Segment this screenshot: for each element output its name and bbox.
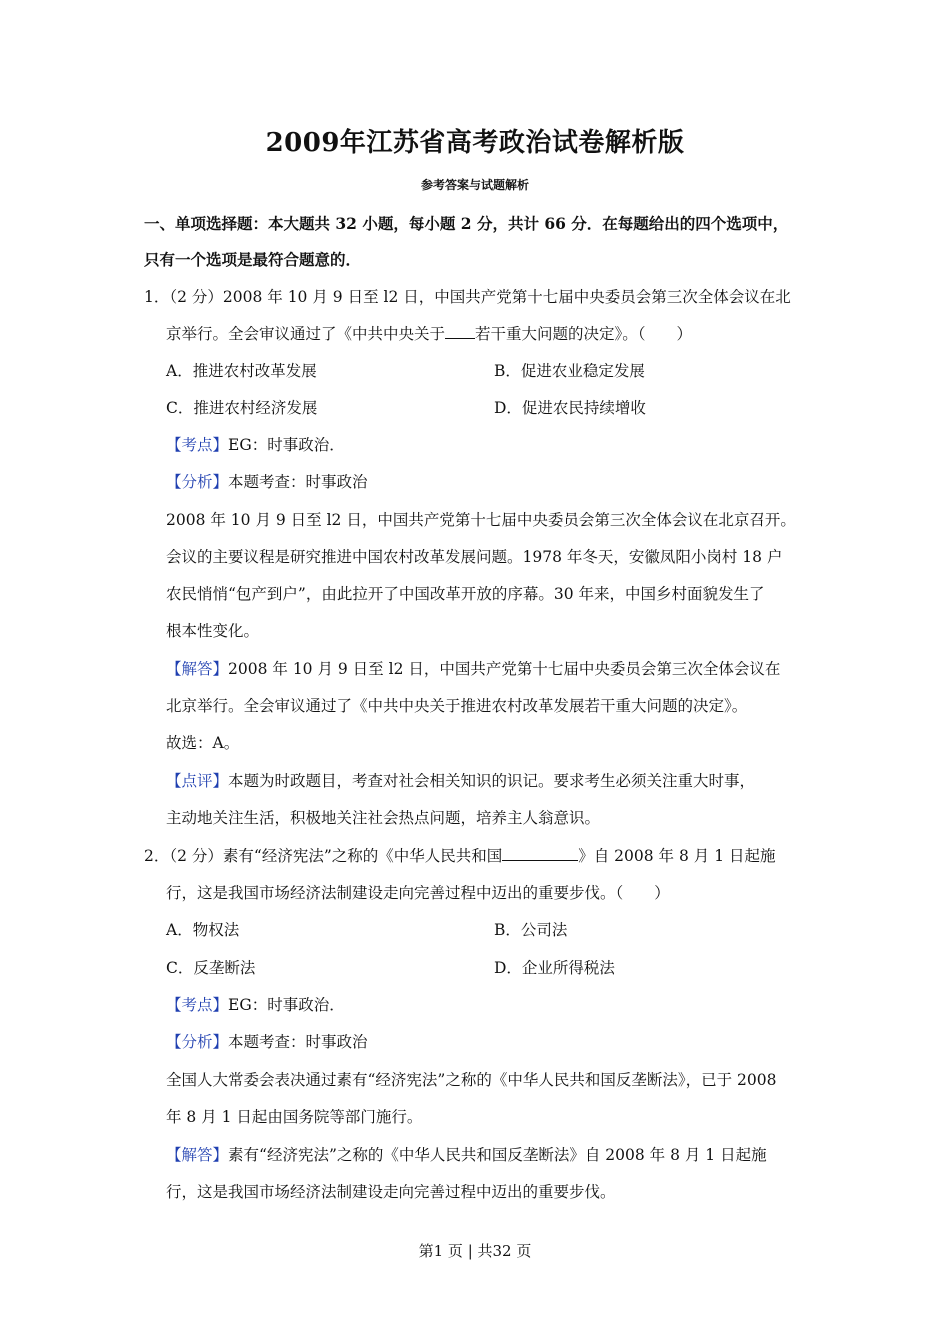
page-footer: 第1 页 | 共32 页	[418, 1242, 532, 1260]
q1-option-d: D．促进农民持续增收	[494, 399, 646, 417]
q1-option-c: C．推进农村经济发展	[166, 399, 318, 417]
q2-jieda-tag: 【解答】	[166, 1146, 229, 1164]
q1-stem-line1: 1．（2 分）2008 年 10 月 9 日至 l2 日，中国共产党第十七届中央委员会第三次全体会议在北	[144, 288, 791, 306]
q1-dianping-text: 本题为时政题目，考查对社会相关知识的识记。要求考生必须关注重大时事，	[228, 772, 756, 790]
q2-stem-line1	[144, 846, 775, 866]
q2-kaodian	[166, 995, 345, 1015]
q2-jieda-line2: 行，这是我国市场经济法制建设走向完善过程中迈出的重要步伐。	[166, 1183, 616, 1201]
q2-jieda	[166, 1145, 767, 1165]
q1-stem-line2-part1: 京举行。全会审议通过了《中共中央关于	[166, 325, 446, 343]
document-subtitle: 参考答案与试题解析	[420, 178, 529, 192]
q2-fenxi	[166, 1032, 368, 1052]
q1-stem-line2-part2: 若干重大问题的决定》。（ ）	[475, 325, 693, 343]
q1-blank	[445, 324, 475, 339]
q2-stem-line1-part2: 》自 2008 年 8 月 1 日起施	[578, 847, 776, 865]
q1-fenxi-paragraph-line3: 农民悄悄“包产到户”，由此拉开了中国改革开放的序幕。30 年来，中国乡村面貌发生了	[166, 585, 765, 603]
q1-jieda	[166, 659, 780, 679]
q1-jieda-line2: 北京举行。全会审议通过了《中共中央关于推进农村改革发展若干重大问题的决定》。	[166, 697, 748, 715]
q2-fenxi-tag: 【分析】	[166, 1033, 229, 1051]
q2-kaodian-tag: 【考点】	[166, 996, 229, 1014]
q2-stem-line1-part1: 2．（2 分）素有“经济宪法”之称的《中华人民共和国	[144, 847, 503, 865]
q1-jieda-tag: 【解答】	[166, 660, 229, 678]
q2-fenxi-paragraph-line1: 全国人大常委会表决通过素有“经济宪法”之称的《中华人民共和国反垄断法》，已于 2008	[166, 1071, 777, 1089]
q2-option-c: C．反垄断法	[166, 959, 256, 977]
q1-answer: 故选：A。	[166, 734, 240, 752]
q1-dianping-tag: 【点评】	[166, 772, 229, 790]
section-heading-line1: 一、单项选择题：本大题共 32 小题，每小题 2 分，共计 66 分．在每题给出的四个选项中，	[144, 214, 789, 233]
q1-stem-line2	[166, 324, 692, 344]
q1-fenxi-paragraph-line1: 2008 年 10 月 9 日至 l2 日，中国共产党第十七届中央委员会第三次全体会议在北京召开。	[166, 511, 796, 529]
q2-kaodian-text: EG：时事政治．	[228, 996, 345, 1014]
q1-kaodian	[166, 435, 345, 455]
q2-option-b: B．公司法	[494, 921, 568, 939]
q1-kaodian-text: EG：时事政治．	[228, 436, 345, 454]
q1-fenxi-tag: 【分析】	[166, 473, 229, 491]
q1-fenxi	[166, 472, 368, 492]
q1-jieda-text: 2008 年 10 月 9 日至 l2 日，中国共产党第十七届中央委员会第三次全体会议在	[228, 660, 781, 678]
q1-dianping	[166, 771, 755, 791]
section-heading-line2: 只有一个选项是最符合题意的．	[144, 250, 362, 269]
q1-option-a: A．推进农村改革发展	[166, 362, 317, 380]
q1-fenxi-paragraph-line4: 根本性变化。	[166, 622, 260, 640]
q2-option-d: D．企业所得税法	[494, 959, 615, 977]
q2-blank	[502, 846, 578, 861]
q1-fenxi-paragraph-line2: 会议的主要议程是研究推进中国农村改革发展问题。1978 年冬天，安徽凤阳小岗村 18 户	[166, 548, 783, 566]
q2-stem-line2: 行，这是我国市场经济法制建设走向完善过程中迈出的重要步伐。（ ）	[166, 884, 670, 902]
q1-fenxi-text: 本题考查：时事政治	[228, 473, 368, 491]
q1-kaodian-tag: 【考点】	[166, 436, 229, 454]
q1-option-b: B．促进农业稳定发展	[494, 362, 645, 380]
q2-fenxi-text: 本题考查：时事政治	[228, 1033, 368, 1051]
q1-dianping-line2: 主动地关注生活，积极地关注社会热点问题，培养主人翁意识。	[166, 809, 601, 827]
q2-jieda-text: 素有“经济宪法”之称的《中华人民共和国反垄断法》自 2008 年 8 月 1 日起施	[228, 1146, 767, 1164]
q2-option-a: A．物权法	[166, 921, 240, 939]
document-title: 2009年江苏省高考政治试卷解析版	[265, 128, 685, 158]
q2-fenxi-paragraph-line2: 年 8 月 1 日起由国务院等部门施行。	[166, 1108, 423, 1126]
